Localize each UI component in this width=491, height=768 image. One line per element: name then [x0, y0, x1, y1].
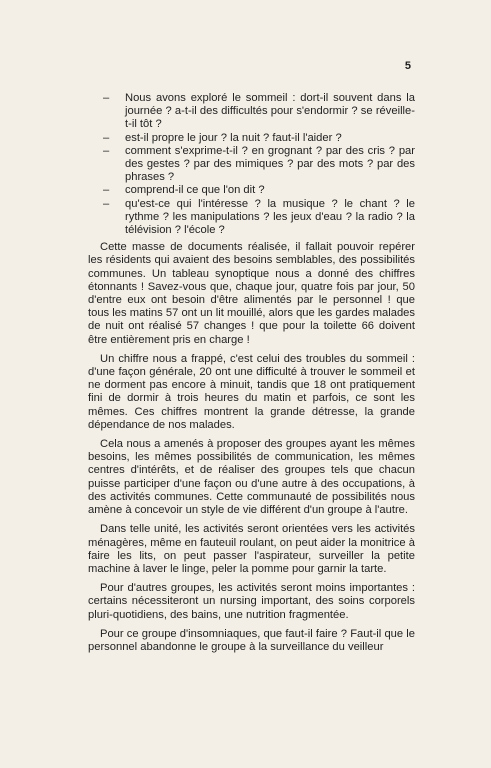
dash-marker: – — [103, 197, 110, 210]
list-item-text: qu'est-ce qui l'intéresse ? la musique ? le chant ? le rythme ? les manipulations ? les jeux d'eau ? la radio ? la télévision ? l'école ? — [125, 197, 415, 237]
paragraph: Cette masse de documents réalisée, il fallait pouvoir repérer les résidents qui avaient des besoins semblables, des possibilités communes. Un tableau synoptique nous a donné des chiffres étonnants ! Savez-vous que, chaque jour, quatre fois par jour, 50 d'entre eux ont besoin d'être alimentés par le personnel ! que tous les matins 57 ont un lit mouillé, alors que les gardes malades de nuit ont réalisé 57 changes ! que pour la toilette 66 doivent être entièrement pris en charge ! — [88, 241, 415, 346]
paragraph: Cela nous a amenés à proposer des groupes ayant les mêmes besoins, les mêmes possibilités de communication, les mêmes centres d'intérêts, et de réaliser des groupes tels que chacun puisse participer d'une façon ou d'une autre à des occupations, à des activités communes. Cette communauté de possibilités nous amène à concevoir un style de vie différent d'un groupe à l'autre. — [88, 438, 415, 517]
paragraph: Pour d'autres groupes, les activités seront moins importantes : certains nécessiteront un nursing important, des soins corporels pluri-quotidiens, des bains, une nutrition fragmentée. — [88, 582, 415, 621]
list-item — [88, 198, 415, 238]
list-item-text: comprend-il ce que l'on dit ? — [125, 184, 265, 197]
page-number: 5 — [404, 60, 411, 72]
list-item — [88, 132, 415, 145]
list-item — [88, 92, 415, 132]
paragraph: Pour ce groupe d'insomniaques, que faut-il faire ? Faut-il que le personnel abandonne le groupe à la surveillance du veilleur — [88, 627, 415, 653]
list-item-text: comment s'exprime-t-il ? en grognant ? par des cris ? par des gestes ? par des mimiques ? par des mots ? par des phrases ? — [125, 144, 415, 184]
question-list — [88, 92, 415, 237]
paragraph: Dans telle unité, les activités seront orientées vers les activités ménagères, même en fauteuil roulant, on peut aider la monitrice à faire les lits, on peut passer l'aspirateur, surveiller la petite machine à laver le linge, peler la pomme pour garnir la tarte. — [88, 523, 415, 575]
dash-marker: – — [103, 92, 110, 104]
dash-marker: – — [103, 131, 110, 144]
list-item — [88, 184, 415, 197]
list-item — [88, 145, 415, 185]
page-body — [88, 92, 415, 660]
dash-marker: – — [103, 144, 110, 157]
list-item-text: est-il propre le jour ? la nuit ? faut-il l'aider ? — [125, 131, 342, 144]
dash-marker: – — [103, 184, 110, 197]
paragraph: Un chiffre nous a frappé, c'est celui des troubles du sommeil : d'une façon générale, 20 ont une difficulté à trouver le sommeil et ne dorment pas encore à minuit, tandis que 18 ont pratiquement fini de dormir à trois heures du matin et parfois, ce sont les mêmes. Ces chiffres montrent la grande détresse, la grande dépendance de nos malades. — [88, 352, 415, 431]
list-item-text: Nous avons exploré le sommeil : dort-il souvent dans la journée ? a-t-il des difficultés pour s'endormir ? se réveille-t-il tôt ? — [125, 92, 415, 131]
